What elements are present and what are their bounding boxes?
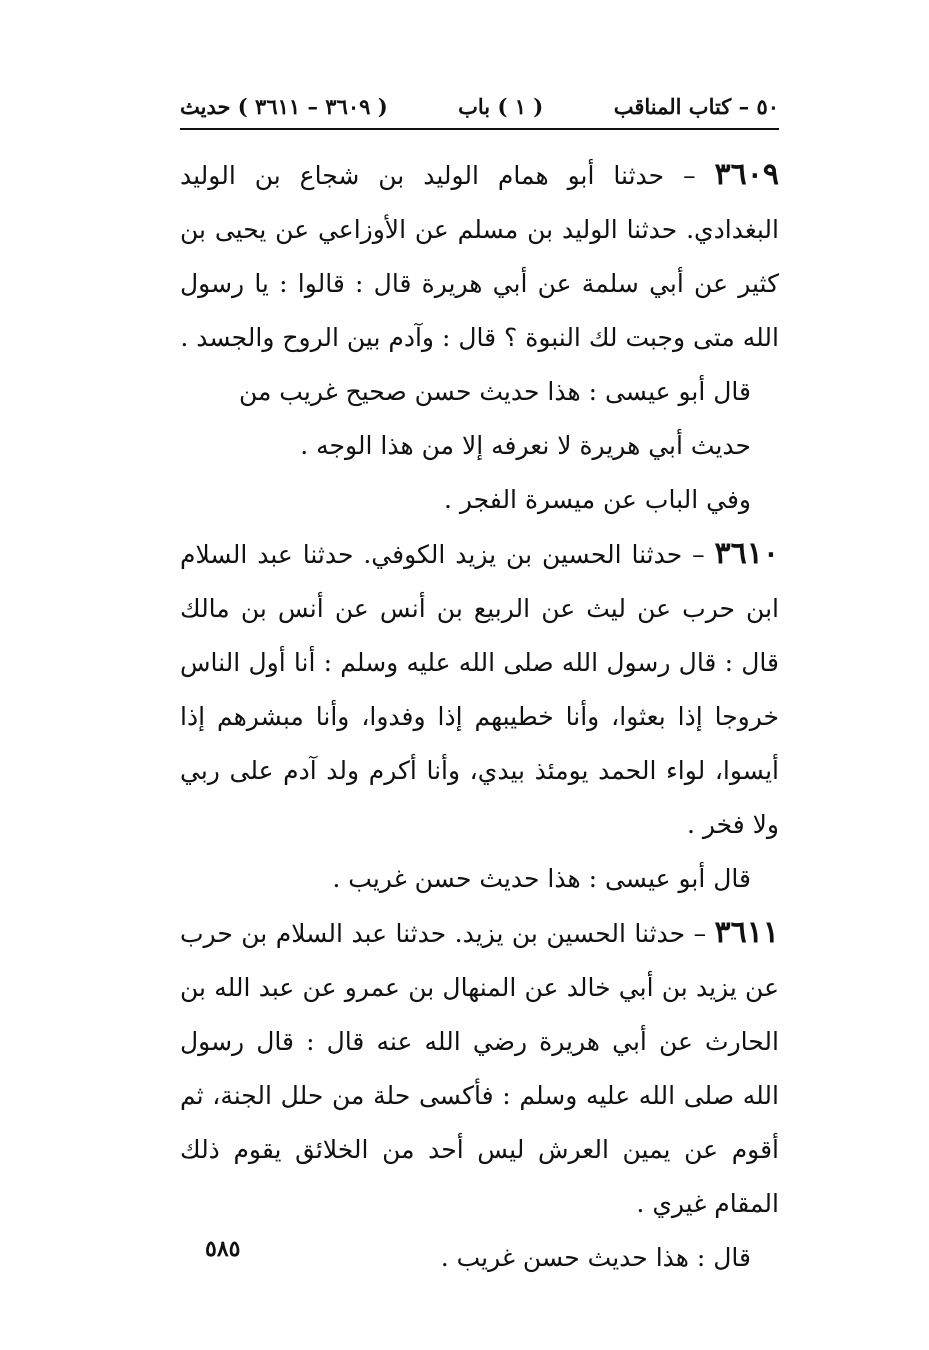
hadith-3610 [180, 527, 779, 852]
page-number: ٥٨٥ [205, 1236, 241, 1262]
hadith-3611 [180, 906, 779, 1231]
header-hadith-range: ( ٣٦٠٩ – ٣٦١١ ) حديث [180, 93, 388, 119]
hadith-3609 [180, 148, 779, 365]
header-chapter: ( ١ ) باب [458, 93, 544, 119]
hadith-number: ٣٦١١ [714, 915, 779, 950]
hadith-note: وفي الباب عن ميسرة الفجر . [443, 485, 751, 514]
hadith-note: قال : هذا حديث حسن غريب . [440, 1243, 751, 1272]
hadith-text: – حدثنا الحسين بن يزيد الكوفي. حدثنا عبد السلام ابن حرب عن ليث عن الربيع بن أنس عن أنس بن مالك قال : قال رسول الله صلى الله عليه وسلم : أنا أول الناس خروجا إذا بعثوا، وأنا خطيبهم إذا وفدوا، وأنا مبشرهم إذا أيسوا، لواء الحمد يومئذ بيدي، وأنا أكرم ولد آدم على ربي ولا فخر . [180, 540, 779, 839]
hadith-number: ٣٦١٠ [714, 536, 779, 571]
page-body [180, 148, 779, 1285]
hadith-number: ٣٦٠٩ [714, 157, 779, 192]
hadith-note: قال أبو عيسى : هذا حديث حسن غريب . [332, 864, 751, 893]
header-book-title: ٥٠ – كتاب المناقب [613, 93, 779, 119]
hadith-text: – حدثنا أبو همام الوليد بن شجاع بن الوليد البغدادي. حدثنا الوليد بن مسلم عن الأوزاعي عن يحيى بن كثير عن أبي سلمة عن أبي هريرة قال : قالوا : يا رسول الله متى وجبت لك النبوة ؟ قال : وآدم بين الروح والجسد . [180, 161, 779, 352]
hadith-text: – حدثنا الحسين بن يزيد. حدثنا عبد السلام بن حرب عن يزيد بن أبي خالد عن المنهال بن عمرو عن عبد الله بن الحارث عن أبي هريرة رضي الله عنه قال : قال رسول الله صلى الله عليه وسلم : فأكسى حلة من حلل الجنة، ثم أقوم عن يمين العرش ليس أحد من الخلائق يقوم ذلك المقام غيري . [180, 919, 779, 1218]
hadith-note: قال أبو عيسى : هذا حديث حسن صحيح غريب من حديث أبي هريرة لا نعرفه إلا من هذا الوجه . [238, 377, 751, 460]
page-header [180, 86, 779, 126]
header-divider [180, 128, 779, 130]
